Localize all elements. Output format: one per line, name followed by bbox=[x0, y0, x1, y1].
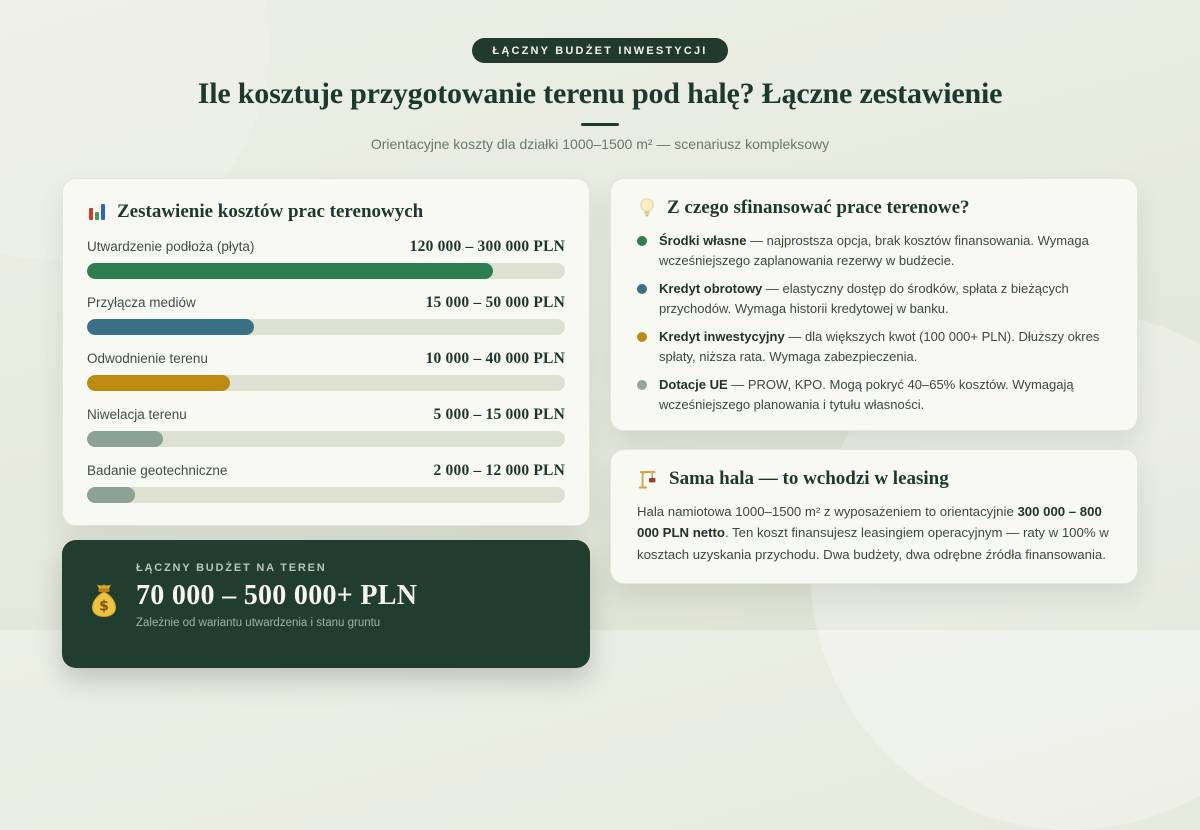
bar-fill bbox=[87, 487, 135, 503]
financing-desc: — elastyczny dostęp do środków, spłata z bieżących przychodów. Wymaga historii kredytowej w banku. bbox=[659, 281, 1069, 316]
svg-text:$: $ bbox=[99, 598, 109, 615]
lightbulb-icon bbox=[637, 197, 657, 219]
cost-value: 10 000 – 40 000 PLN bbox=[425, 350, 565, 367]
category-badge: ŁĄCZNY BUDŻET INWESTYCJI bbox=[472, 38, 727, 63]
cost-row bbox=[87, 294, 565, 335]
cost-row-header bbox=[87, 350, 565, 368]
financing-list bbox=[637, 231, 1111, 414]
cost-chart-card bbox=[62, 178, 590, 526]
leasing-paragraph bbox=[637, 501, 1111, 565]
crane-icon bbox=[637, 468, 659, 490]
total-budget-body bbox=[136, 562, 417, 646]
bar-track bbox=[87, 487, 565, 503]
financing-card bbox=[610, 178, 1138, 431]
left-column bbox=[62, 178, 590, 668]
financing-desc: — najprostsza opcja, brak kosztów finansowania. Wymaga wcześniejszego zaplanowania rezerwy w budżecie. bbox=[659, 233, 1089, 268]
bar-fill bbox=[87, 263, 493, 279]
cost-label: Niwelacja terenu bbox=[87, 407, 187, 422]
total-budget-note: Zależnie od wariantu utwardzenia i stanu gruntu bbox=[136, 617, 381, 629]
total-budget-amount: 70 000 – 500 000+ PLN bbox=[136, 580, 418, 611]
chart-card-title: Zestawienie kosztów prac terenowych bbox=[117, 201, 424, 222]
bar-track bbox=[87, 375, 565, 391]
bullet-dot bbox=[637, 236, 647, 246]
financing-item-text bbox=[659, 375, 1111, 414]
cost-row-header bbox=[87, 238, 565, 256]
total-budget-label: ŁĄCZNY BUDŻET NA TEREN bbox=[136, 562, 327, 574]
chart-rows bbox=[87, 238, 565, 503]
cost-value: 120 000 – 300 000 PLN bbox=[409, 238, 565, 255]
cost-label: Odwodnienie terenu bbox=[87, 351, 208, 366]
financing-term: Kredyt inwestycyjny bbox=[659, 329, 785, 344]
leasing-text-bold: 300 000 – 800 000 PLN netto bbox=[637, 504, 1102, 541]
financing-desc: — dla większych kwot (100 000+ PLN). Dłuższy okres spłaty, niższa rata. Wymaga zabezpieczenia. bbox=[659, 329, 1100, 364]
cost-label: Przyłącza mediów bbox=[87, 295, 196, 310]
bullet-dot bbox=[637, 332, 647, 342]
financing-card-title: Z czego sfinansować prace terenowe? bbox=[667, 197, 970, 218]
financing-term: Kredyt obrotowy bbox=[659, 281, 763, 296]
cost-row bbox=[87, 406, 565, 447]
financing-item-text bbox=[659, 231, 1111, 270]
cost-row bbox=[87, 462, 565, 503]
bar-fill bbox=[87, 431, 163, 447]
cost-row bbox=[87, 350, 565, 391]
cost-row bbox=[87, 238, 565, 279]
bar-track bbox=[87, 319, 565, 335]
bar-fill bbox=[87, 319, 254, 335]
title-divider bbox=[581, 123, 619, 126]
bullet-dot bbox=[637, 380, 647, 390]
cost-label: Badanie geotechniczne bbox=[87, 463, 228, 478]
page-title: Ile kosztuje przygotowanie terenu pod halę? Łączne zestawienie bbox=[197, 77, 1003, 110]
bar-track bbox=[87, 431, 565, 447]
financing-item-text bbox=[659, 279, 1111, 318]
financing-item bbox=[637, 327, 1111, 366]
chart-card-header bbox=[87, 201, 565, 223]
financing-item bbox=[637, 375, 1111, 414]
cost-value: 5 000 – 15 000 PLN bbox=[433, 406, 565, 423]
financing-desc: — PROW, KPO. Mogą pokryć 40–65% kosztów. Wymagają wcześniejszego planowania i tytułu własności. bbox=[659, 377, 1074, 412]
leasing-card-title: Sama hala — to wchodzi w leasing bbox=[669, 468, 949, 489]
money-bag-icon bbox=[88, 582, 120, 646]
cost-row-header bbox=[87, 406, 565, 424]
cost-value: 15 000 – 50 000 PLN bbox=[425, 294, 565, 311]
financing-term: Dotacje UE bbox=[659, 377, 728, 392]
leasing-text-after: . Ten koszt finansujesz leasingiem operacyjnym — raty w 100% w kosztach uzyskania przychodu. Dwa budżety, dwa odrębne źródła finansowania. bbox=[637, 525, 1109, 562]
page-subtitle: Orientacyjne koszty dla działki 1000–1500 m² — scenariusz kompleksowy bbox=[370, 136, 830, 152]
bar-track bbox=[87, 263, 565, 279]
bullet-dot bbox=[637, 284, 647, 294]
financing-card-header bbox=[637, 197, 1111, 219]
financing-term: Środki własne bbox=[659, 233, 747, 248]
financing-item bbox=[637, 231, 1111, 270]
page-header bbox=[0, 0, 1200, 152]
financing-item bbox=[637, 279, 1111, 318]
cost-label: Utwardzenie podłoża (płyta) bbox=[87, 239, 255, 254]
bar-chart-icon bbox=[87, 202, 107, 222]
main-content bbox=[62, 178, 1138, 668]
total-budget-card bbox=[62, 540, 590, 668]
cost-row-header bbox=[87, 462, 565, 480]
financing-item-text bbox=[659, 327, 1111, 366]
cost-row-header bbox=[87, 294, 565, 312]
leasing-text-before: Hala namiotowa 1000–1500 m² z wyposażeniem to orientacyjnie bbox=[637, 504, 1018, 519]
right-column bbox=[610, 178, 1138, 584]
leasing-card-header bbox=[637, 468, 1111, 490]
bar-fill bbox=[87, 375, 230, 391]
leasing-card bbox=[610, 449, 1138, 584]
cost-value: 2 000 – 12 000 PLN bbox=[433, 462, 565, 479]
